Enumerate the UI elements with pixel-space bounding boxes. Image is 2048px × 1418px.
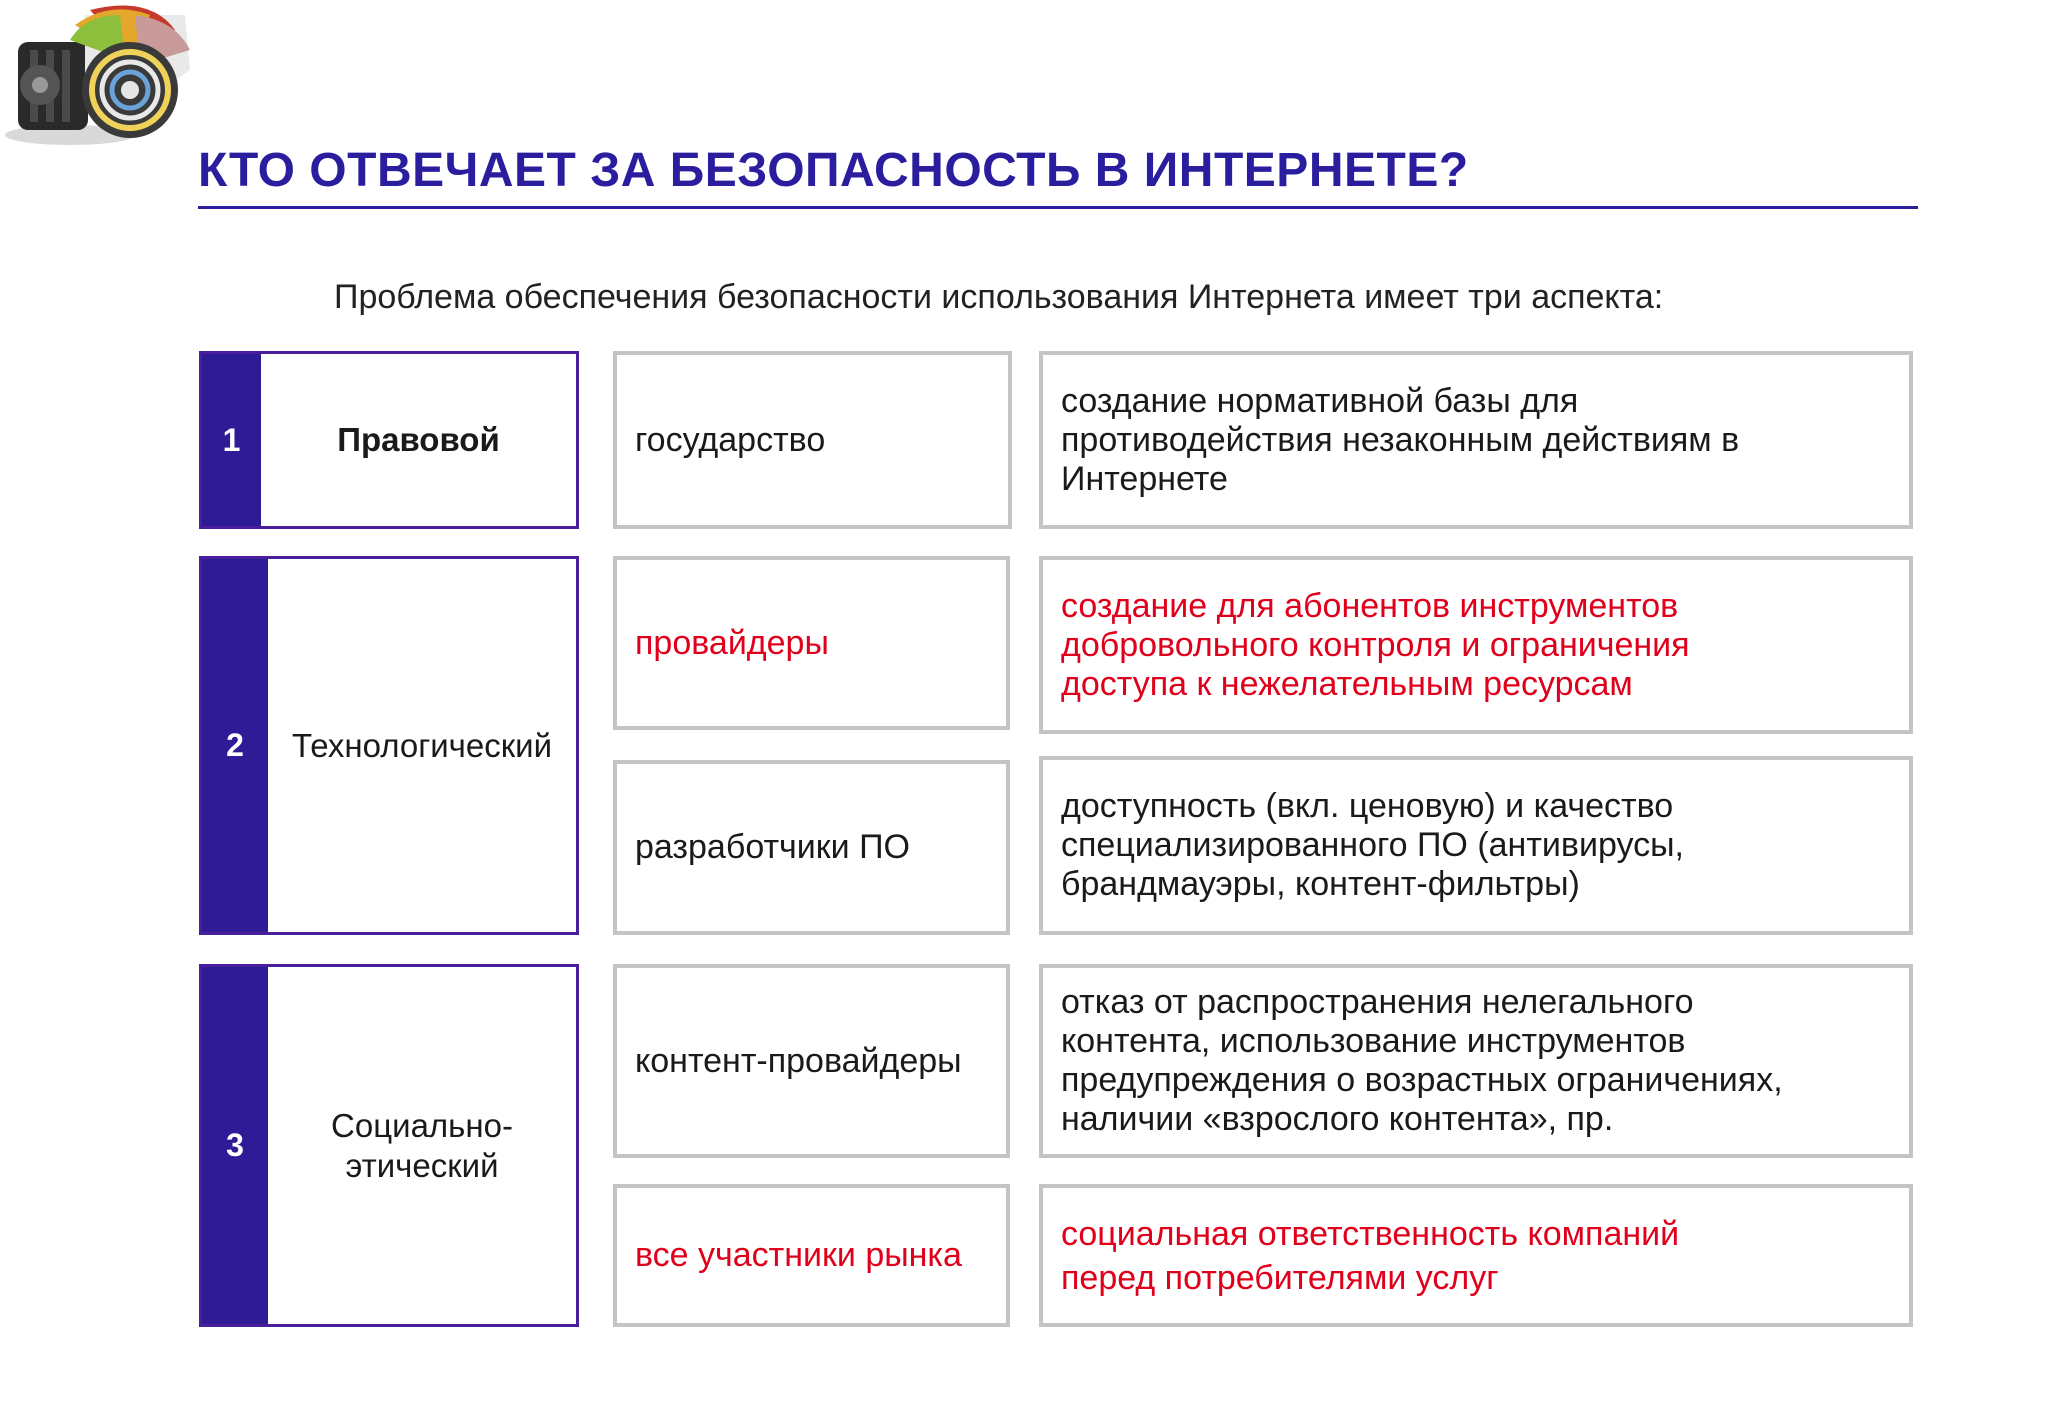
action-text: отказ от распространения нелегального контента, использование инструментов предупреждения о возрастных ограничениях, наличии «взрослого контента», пр.: [1061, 983, 1783, 1138]
aspect-socio-ethical: [199, 964, 579, 1327]
action-text: создание нормативной базы для противодействия незаконным действиям в Интернете: [1061, 381, 1740, 498]
action-cell: [1039, 964, 1913, 1158]
action-text: социальная ответственность компаний перед потребителями услуг: [1061, 1214, 1680, 1297]
motor-logo-icon: [0, 0, 200, 150]
aspect-name: Социально- этический: [331, 1106, 513, 1184]
action-cell: [1039, 556, 1913, 734]
actor-label: государство: [635, 420, 826, 459]
aspect-number: 2: [202, 559, 268, 932]
action-cell: [1039, 756, 1913, 935]
aspect-number: 1: [202, 354, 261, 526]
motor-logo: [0, 0, 200, 150]
actor-cell: [613, 351, 1012, 529]
aspect-number: 3: [202, 967, 268, 1324]
actor-label: все участники рынка: [635, 1236, 962, 1274]
action-text: создание для абонентов инструментов добровольного контроля и ограничения доступа к нежелательным ресурсам: [1061, 586, 1690, 703]
actor-cell: [613, 760, 1010, 935]
action-cell: [1039, 351, 1913, 529]
actor-label: разработчики ПО: [635, 828, 910, 866]
action-cell: [1039, 1184, 1913, 1327]
aspect-technological: [199, 556, 579, 935]
actor-cell: [613, 1184, 1010, 1327]
actor-cell: [613, 556, 1010, 730]
actor-label: провайдеры: [635, 623, 829, 662]
actor-label: контент-провайдеры: [635, 1041, 962, 1080]
actor-cell: [613, 964, 1010, 1158]
action-text: доступность (вкл. ценовую) и качество специализированного ПО (антивирусы, брандмауэры, контент-фильтры): [1061, 787, 1684, 903]
aspect-name: Технологический: [291, 726, 553, 764]
aspect-legal: [199, 351, 579, 529]
intro-text: Проблема обеспечения безопасности использования Интернета имеет три аспекта:: [334, 278, 1664, 316]
aspect-name: Правовой: [337, 421, 500, 458]
title-divider: [198, 206, 1918, 209]
page-title: КТО ОТВЕЧАЕТ ЗА БЕЗОПАСНОСТЬ В ИНТЕРНЕТЕ?: [198, 144, 1469, 197]
